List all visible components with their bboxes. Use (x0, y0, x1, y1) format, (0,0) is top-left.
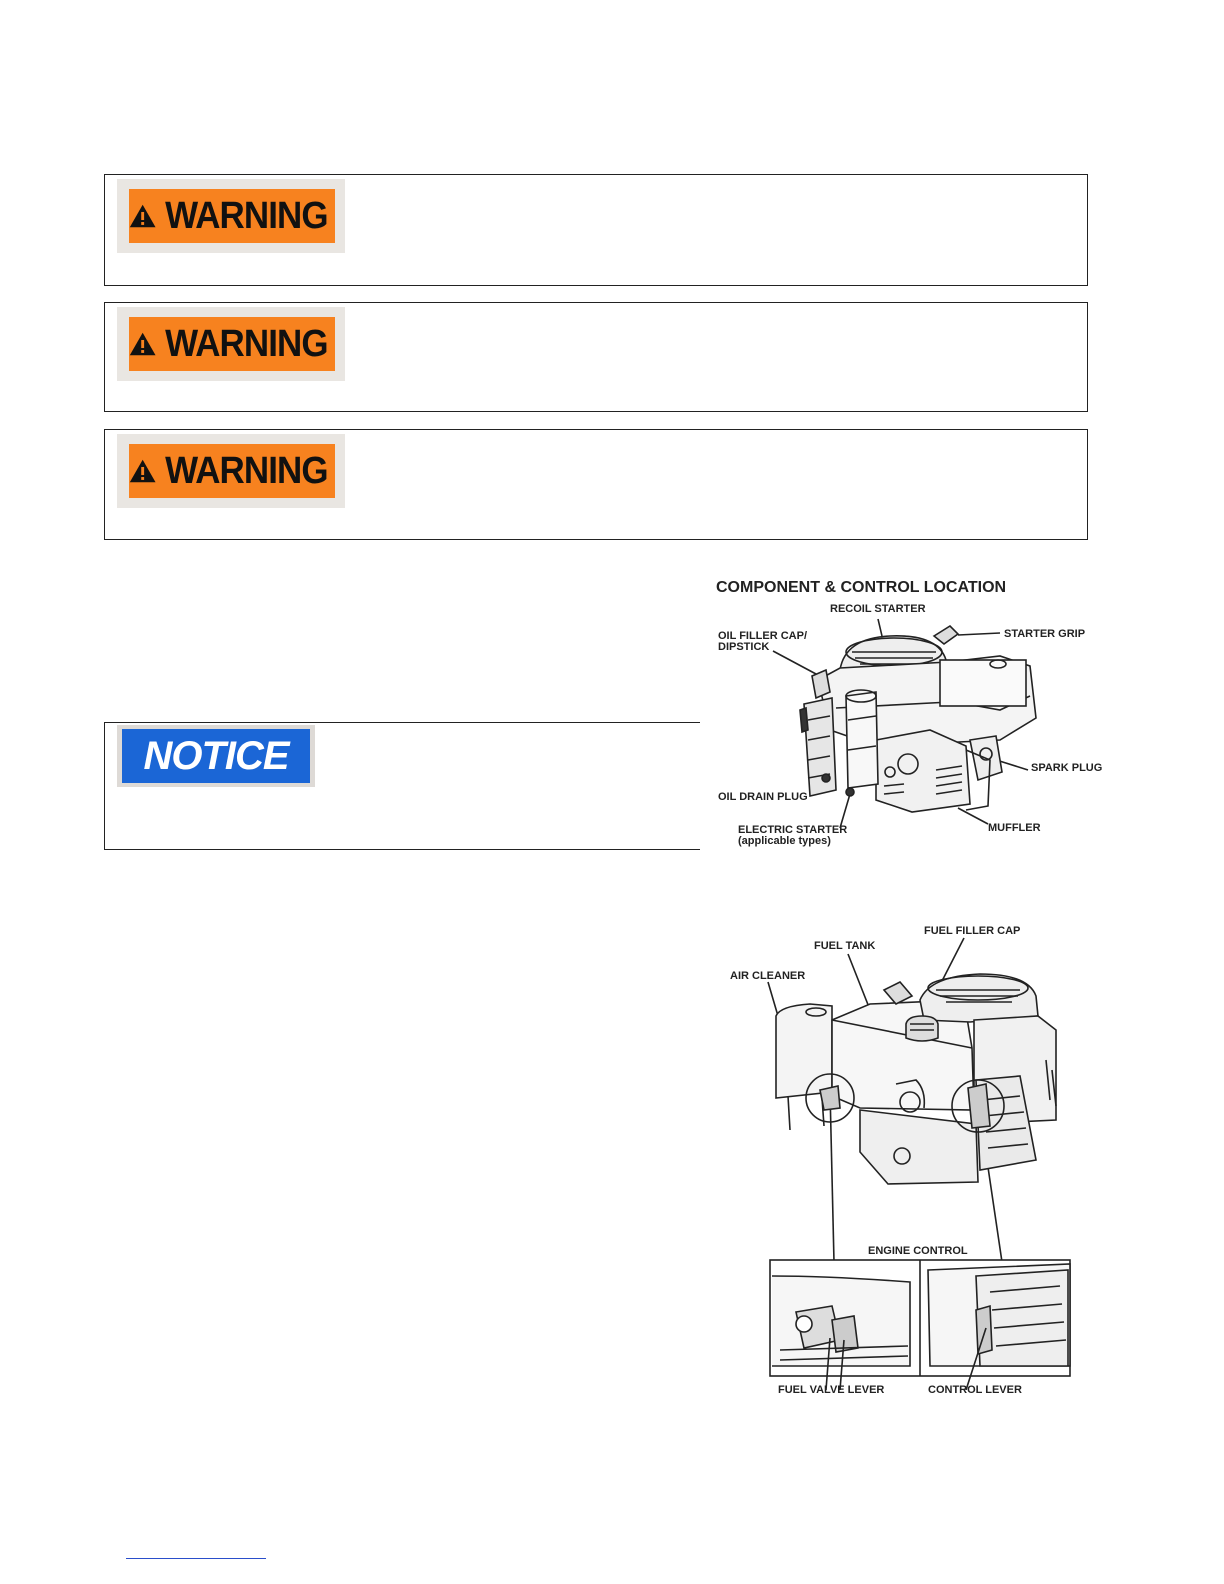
warning-badge-frame (117, 179, 345, 253)
warning-badge-frame (117, 307, 345, 381)
muffler-label: MUFFLER (988, 822, 1041, 834)
alert-triangle-icon (129, 455, 156, 487)
warning-badge-frame (117, 434, 345, 508)
alert-triangle-icon (129, 200, 156, 232)
engine-illustration-bottom (720, 920, 1100, 1390)
notice-label: NOTICE (143, 733, 289, 778)
dipstick-label: DIPSTICK (718, 641, 770, 653)
oil-drain-plug-label: OIL DRAIN PLUG (718, 791, 808, 803)
applicable-types-label: (applicable types) (738, 835, 831, 847)
fuel-valve-lever-label: FUEL VALVE LEVER (778, 1384, 885, 1396)
spark-plug-label: SPARK PLUG (1031, 762, 1103, 774)
warning-label: WARNING (165, 322, 328, 365)
warning-label: WARNING (165, 449, 328, 492)
notice-badge (122, 729, 310, 783)
air-cleaner-label: AIR CLEANER (730, 970, 806, 982)
starter-grip-label: STARTER GRIP (1004, 628, 1086, 640)
figure-title: COMPONENT & CONTROL LOCATION (716, 579, 1007, 596)
warning-badge (129, 317, 335, 371)
warning-box-1 (104, 174, 1088, 286)
alert-triangle-icon (129, 328, 156, 360)
engine-control-label: ENGINE CONTROL (868, 1245, 968, 1257)
warning-badge (129, 189, 335, 243)
warning-box-2 (104, 302, 1088, 412)
oil-filler-cap-label: OIL FILLER CAP/ (718, 630, 808, 642)
notice-box (104, 722, 700, 850)
recoil-starter-label: RECOIL STARTER (830, 603, 926, 615)
fuel-tank-label: FUEL TANK (814, 940, 876, 952)
footnote-rule (126, 1558, 266, 1559)
warning-box-3 (104, 429, 1088, 540)
fuel-filler-cap-label: FUEL FILLER CAP (924, 925, 1021, 937)
control-lever-label: CONTROL LEVER (928, 1384, 1022, 1396)
electric-starter-label: ELECTRIC STARTER (738, 824, 848, 836)
warning-label: WARNING (165, 194, 328, 237)
warning-badge (129, 444, 335, 498)
notice-badge-frame (117, 725, 315, 787)
